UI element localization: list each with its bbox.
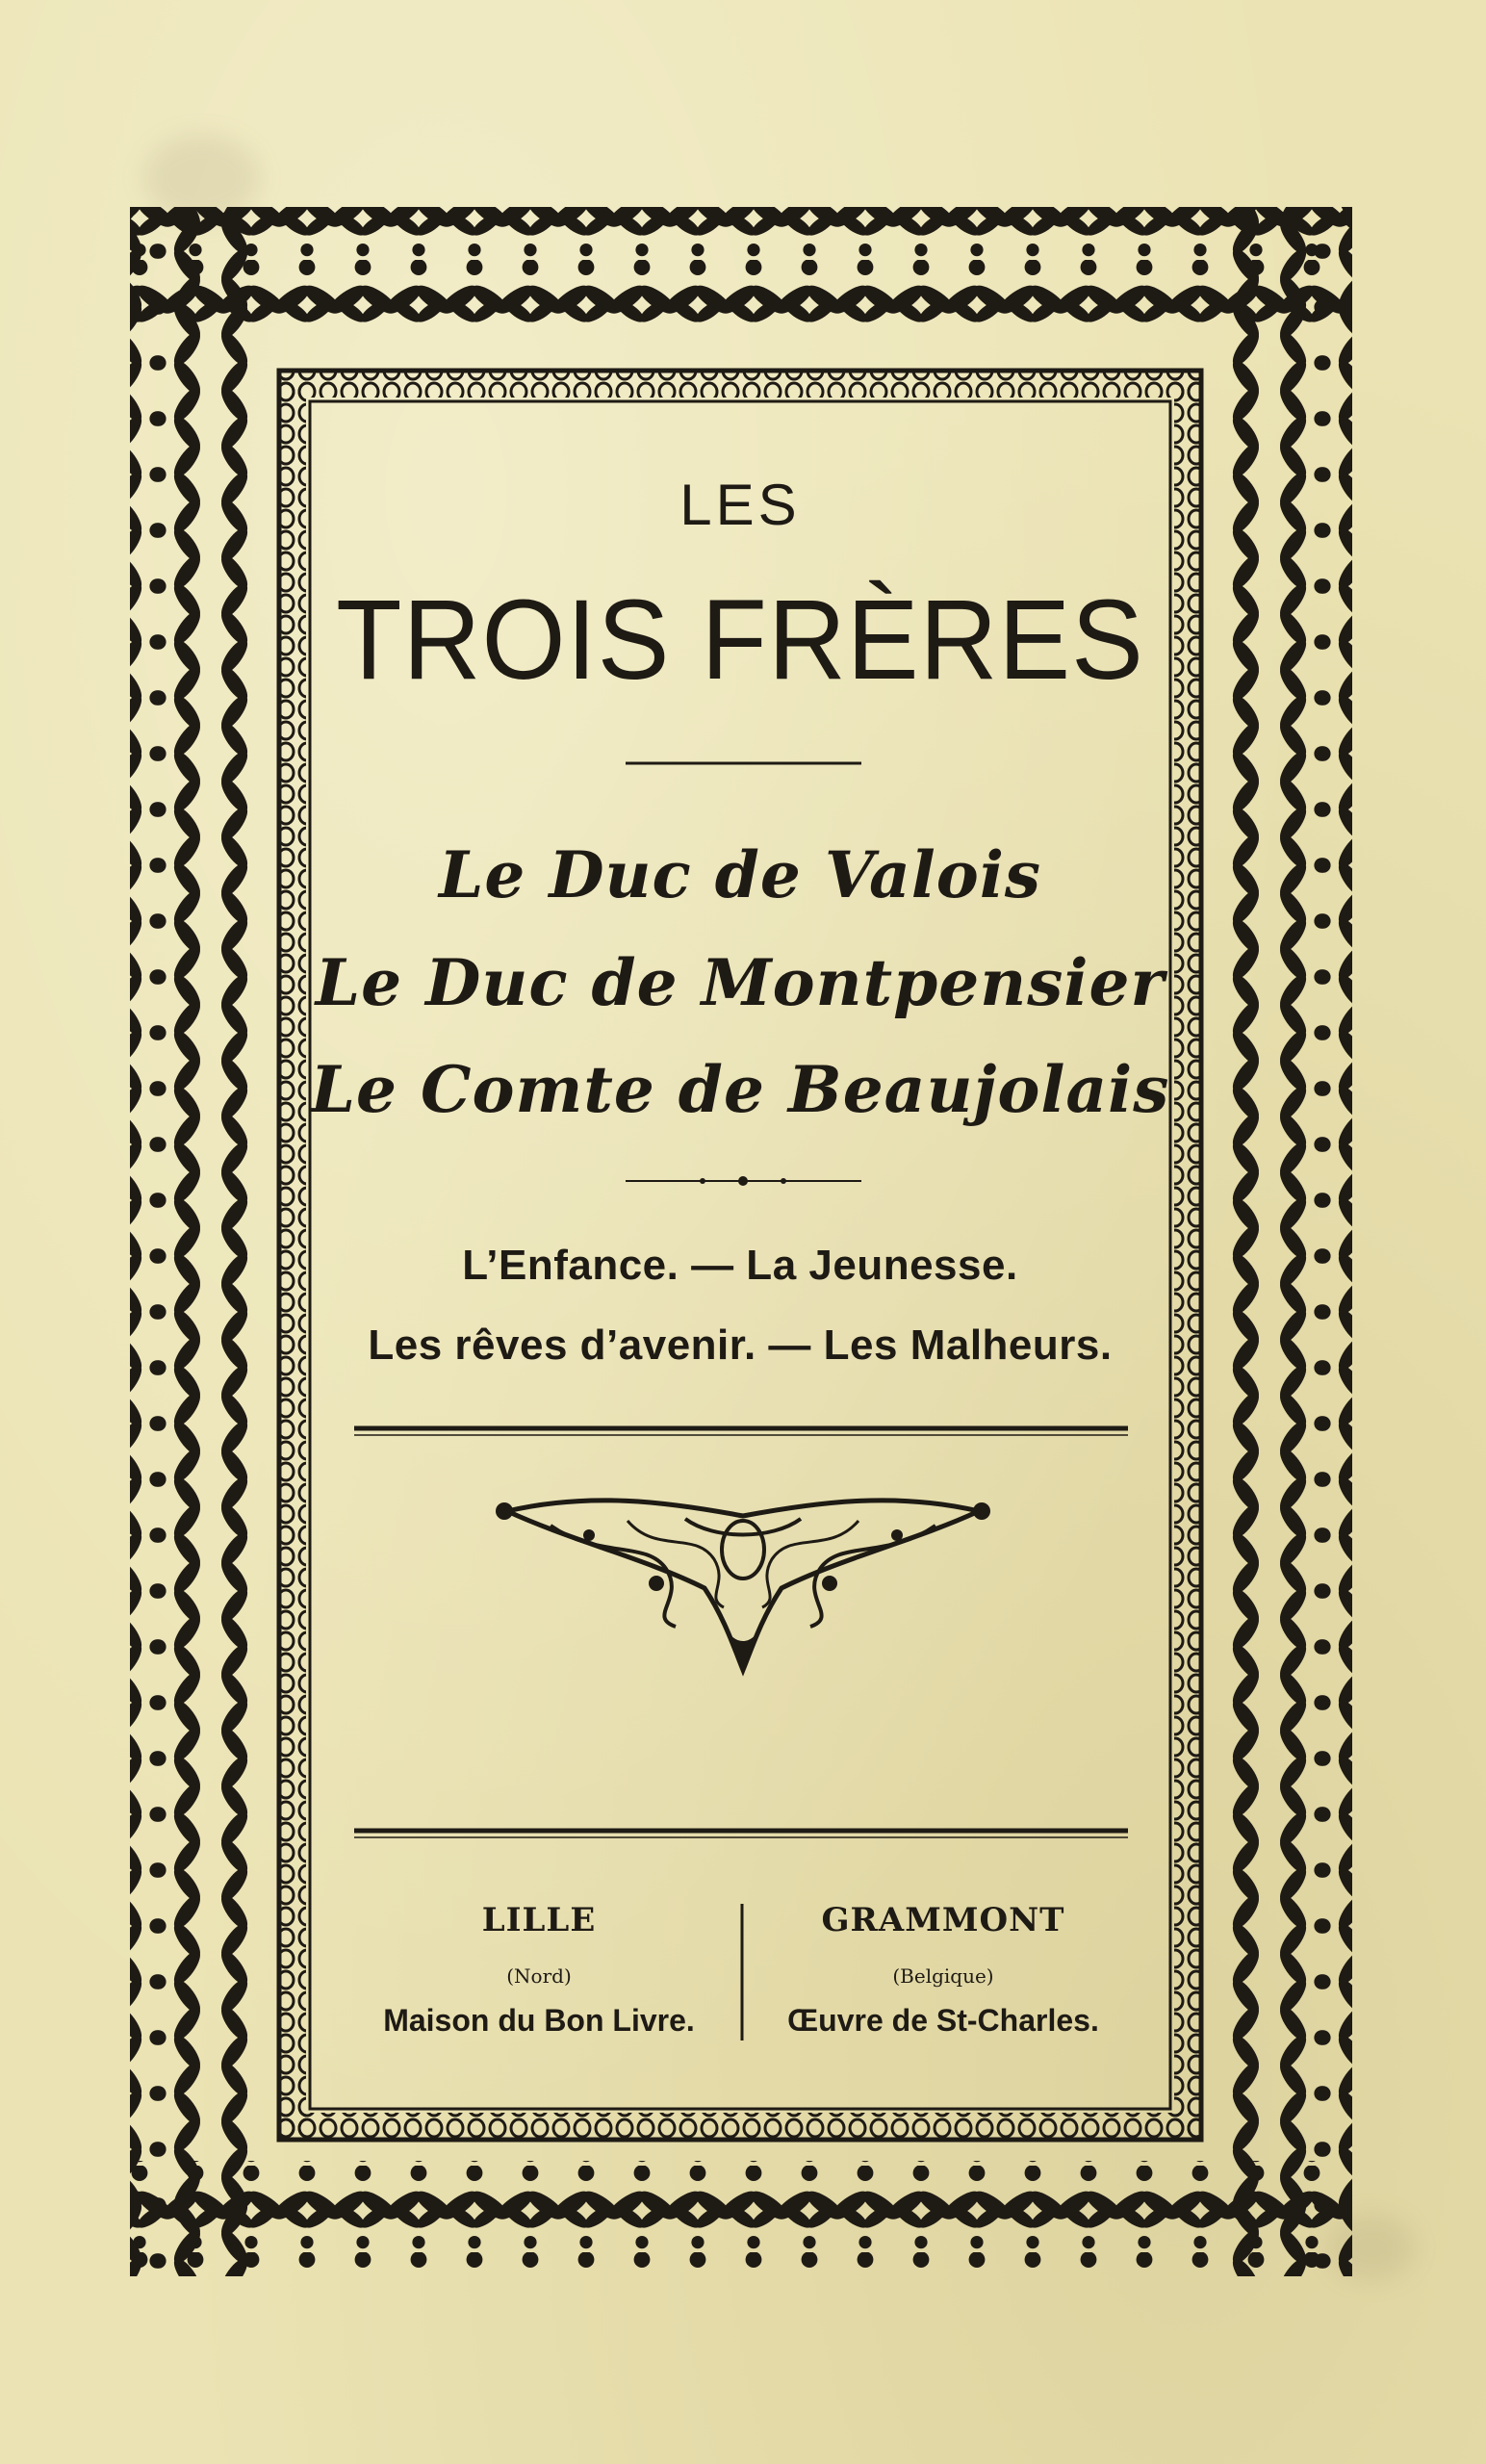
- title-article: LES: [679, 473, 801, 537]
- subtitle-valois: Le Duc de Valois: [438, 837, 1042, 912]
- themes-line-1: L’Enfance. — La Jeunesse.: [462, 1242, 1018, 1289]
- subtitle-beaujolais: Le Comte de Beaujolais: [310, 1052, 1170, 1127]
- themes-line-2: Les rêves d’avenir. — Les Malheurs.: [368, 1322, 1113, 1369]
- publisher-city: LILLE: [481, 1901, 597, 1939]
- publisher-house: Œuvre de St-Charles.: [787, 2003, 1099, 2038]
- publisher-region: (Belgique): [892, 1964, 994, 1988]
- publisher-city: GRAMMONT: [821, 1901, 1065, 1939]
- publisher-grammont: [751, 1901, 1136, 2039]
- subtitle-montpensier: Le Duc de Montpensier: [315, 945, 1166, 1020]
- publisher-lille: [346, 1901, 731, 2039]
- publisher-region: (Nord): [506, 1964, 572, 1988]
- inner-frame: [279, 371, 1201, 2140]
- publisher-house: Maison du Bon Livre.: [383, 2003, 695, 2038]
- page-title: TROIS FRÈRES: [336, 576, 1144, 704]
